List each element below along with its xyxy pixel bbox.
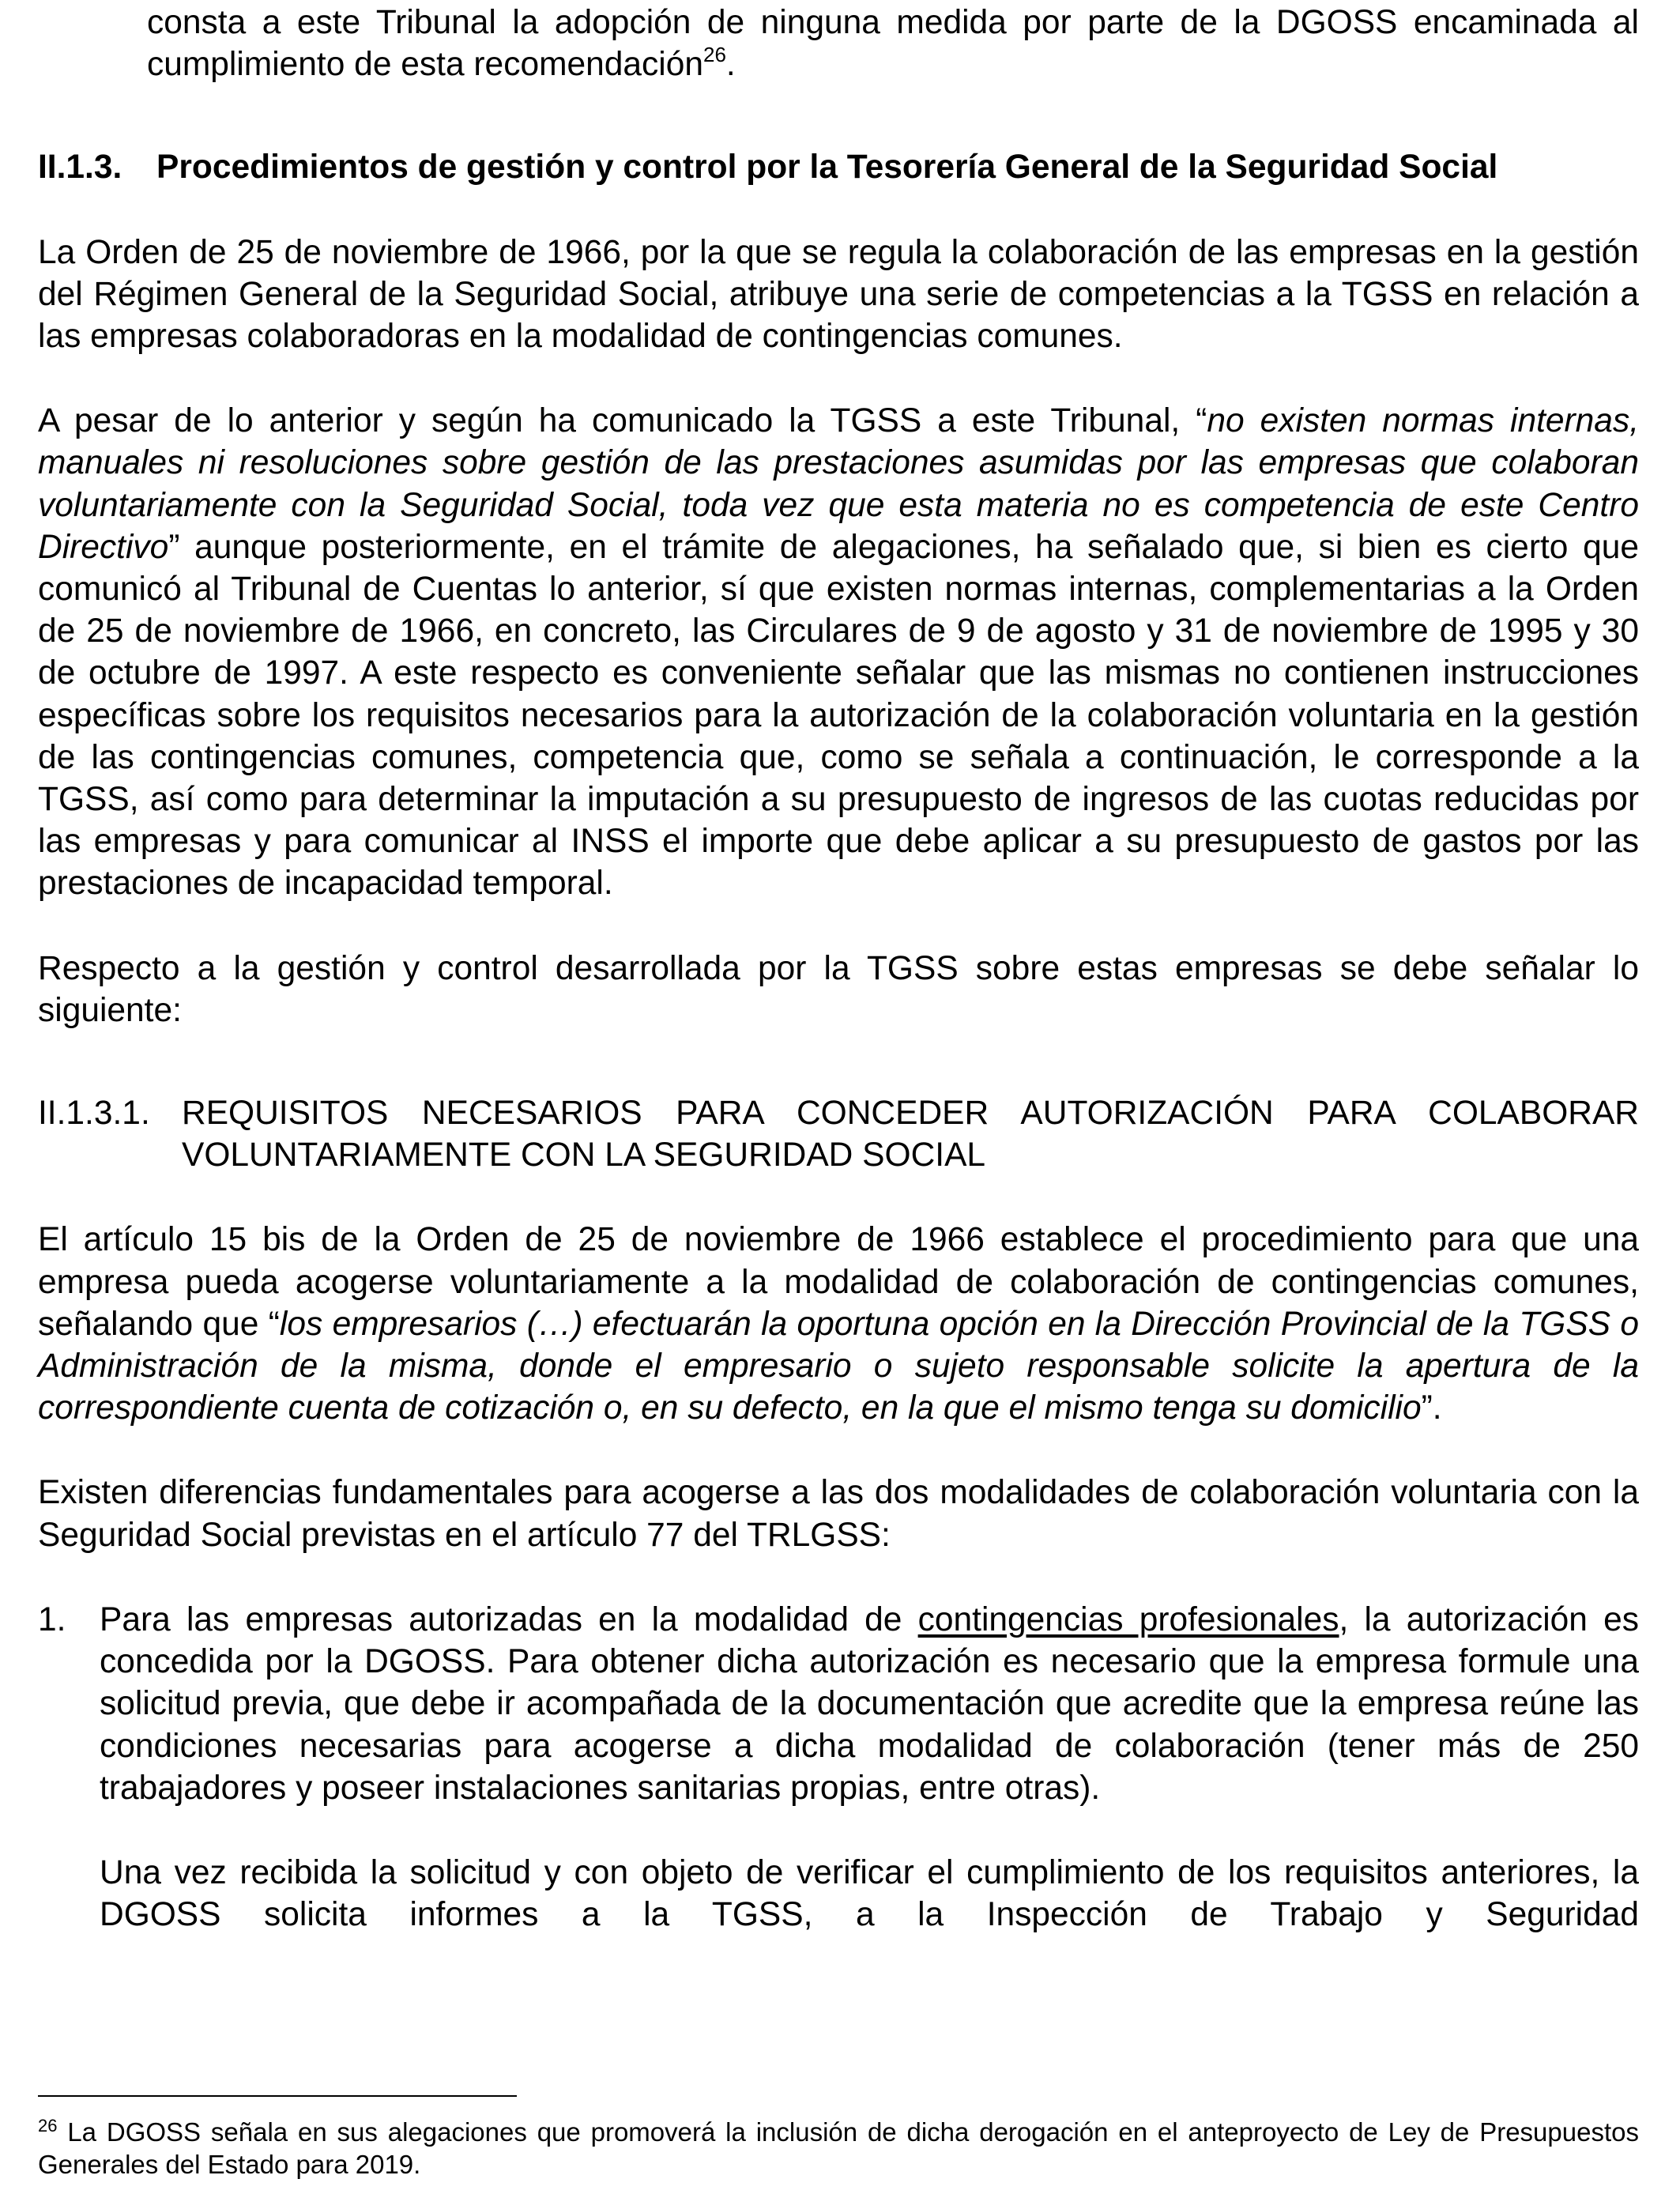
list-item-number: 1. — [38, 1600, 66, 1638]
quoted-text: los empresarios (…) efectuarán la oportuna opción en la Dirección Provincial de la TGSS o Administración de la misma, donde el empresario o sujeto responsable solicite la apertura de la correspondiente cuenta de cotización o, en su defecto, en la que el mismo tenga su domicilio — [38, 1305, 1640, 1427]
list-item-paragraph — [100, 1599, 1639, 1809]
subsection-number: II.1.3.1. — [38, 1095, 150, 1133]
footnote-separator — [38, 2095, 517, 2097]
continuation-paragraph — [147, 2, 1639, 85]
paragraph-gestion-control: Respecto a la gestión y control desarrollada por la TGSS sobre estas empresas se debe señalar lo siguiente: — [38, 949, 1639, 1029]
paragraph-tgss-comunicado — [38, 400, 1639, 904]
document-page — [38, 0, 1639, 1936]
list-item-paragraph: Una vez recibida la solicitud y con objeto de verificar el cumplimiento de los requisitos anteriores, la DGOSS solicita informes a la TGSS, a la Inspección de Trabajo y Seguridad — [100, 1853, 1639, 1934]
footnote — [38, 2116, 1639, 2181]
footnote-text: La DGOSS señala en sus alegaciones que promoverá la inclusión de dicha derogación en el anteproyecto de Ley de Presupuestos Generales del Estado para 2019. — [38, 2117, 1639, 2179]
paragraph-text: ”. — [1421, 1389, 1442, 1427]
paragraph-text: ” aunque posteriormente, en el trámite de alegaciones, ha señalado que, si bien es cierto que comunicó al Tribunal de Cuentas lo anterior, sí que existen normas internas, complementarias a la Orden de 25 de noviembre de 1966, en concreto, las Circulares de 9 de agosto y 31 de noviembre de 1995 y 30 de octubre de 1997. A este respecto es conveniente señalar que las mismas no contienen instrucciones específicas sobre los requisitos necesarios para la autorización de la colaboración voluntaria en la gestión de las contingencias comunes, competencia que, como se señala a continuación, le corresponde a la TGSS, así como para determinar la imputación a su presupuesto de ingresos de las cuotas reducidas por las empresas y para comunicar al INSS el importe que debe aplicar a su presupuesto de gastos por las prestaciones de incapacidad temporal. — [38, 528, 1639, 903]
footnote-number: 26 — [38, 2116, 58, 2136]
subsection-heading — [38, 1092, 1639, 1176]
section-heading — [38, 146, 1639, 188]
list-item-body — [100, 1599, 1639, 1936]
continuation-end: . — [725, 46, 736, 84]
paragraph-diferencias: Existen diferencias fundamentales para acogerse a las dos modalidades de colaboración voluntaria con la Seguridad Social previstas en el artículo 77 del TRLGSS: — [38, 1474, 1639, 1554]
continuation-text: consta a este Tribunal la adopción de ninguna medida por parte de la DGOSS encaminada al cumplimiento de esta recomendación — [147, 4, 1639, 84]
paragraph-text: El artículo 15 bis de la Orden de 25 de noviembre de 1966 establece el procedimiento para que una empresa pueda acogerse voluntariamente a la modalidad de colaboración de contingencias comunes, señalando que “ — [38, 1221, 1639, 1343]
underlined-term: contingencias profesionales — [917, 1600, 1339, 1638]
section-number: II.1.3. — [38, 149, 122, 187]
paragraph-orden-1966: La Orden de 25 de noviembre de 1966, por la que se regula la colaboración de las empresas en la gestión del Régimen General de la Seguridad Social, atribuye una serie de competencias a la TGSS en relación a las empresas colaboradoras en la modalidad de contingencias comunes. — [38, 233, 1639, 356]
paragraph-text: , la autorización es concedida por la DGOSS. Para obtener dicha autorización es necesario que la empresa formule una solicitud previa, que debe ir acompañada de la documentación que acredite que la empresa reúne las condiciones necesarias para acogerse a dicha modalidad de colaboración (tener más de 250 trabajadores y poseer instalaciones sanitarias propias, entre otras). — [100, 1600, 1639, 1807]
quoted-text: no existen normas internas, manuales ni resoluciones sobre gestión de las prestaciones asumidas por las empresas que colaboran voluntariamente con la Seguridad Social, toda vez que esta materia no es competencia de este Centro Directivo — [38, 402, 1640, 566]
paragraph-articulo-15-bis — [38, 1219, 1639, 1429]
paragraph-text: A pesar de lo anterior y según ha comunicado la TGSS a este Tribunal, “ — [38, 402, 1207, 440]
footnote-ref-26[interactable]: 26 — [703, 43, 726, 67]
list-item — [38, 1599, 1639, 1936]
paragraph-text: Para las empresas autorizadas en la modalidad de — [100, 1600, 918, 1638]
subsection-title: REQUISITOS NECESARIOS PARA CONCEDER AUTORIZACIÓN PARA COLABORAR VOLUNTARIAMENTE CON LA SEGURIDAD SOCIAL — [182, 1095, 1639, 1174]
section-title: Procedimientos de gestión y control por la Tesorería General de la Seguridad Social — [156, 149, 1498, 187]
